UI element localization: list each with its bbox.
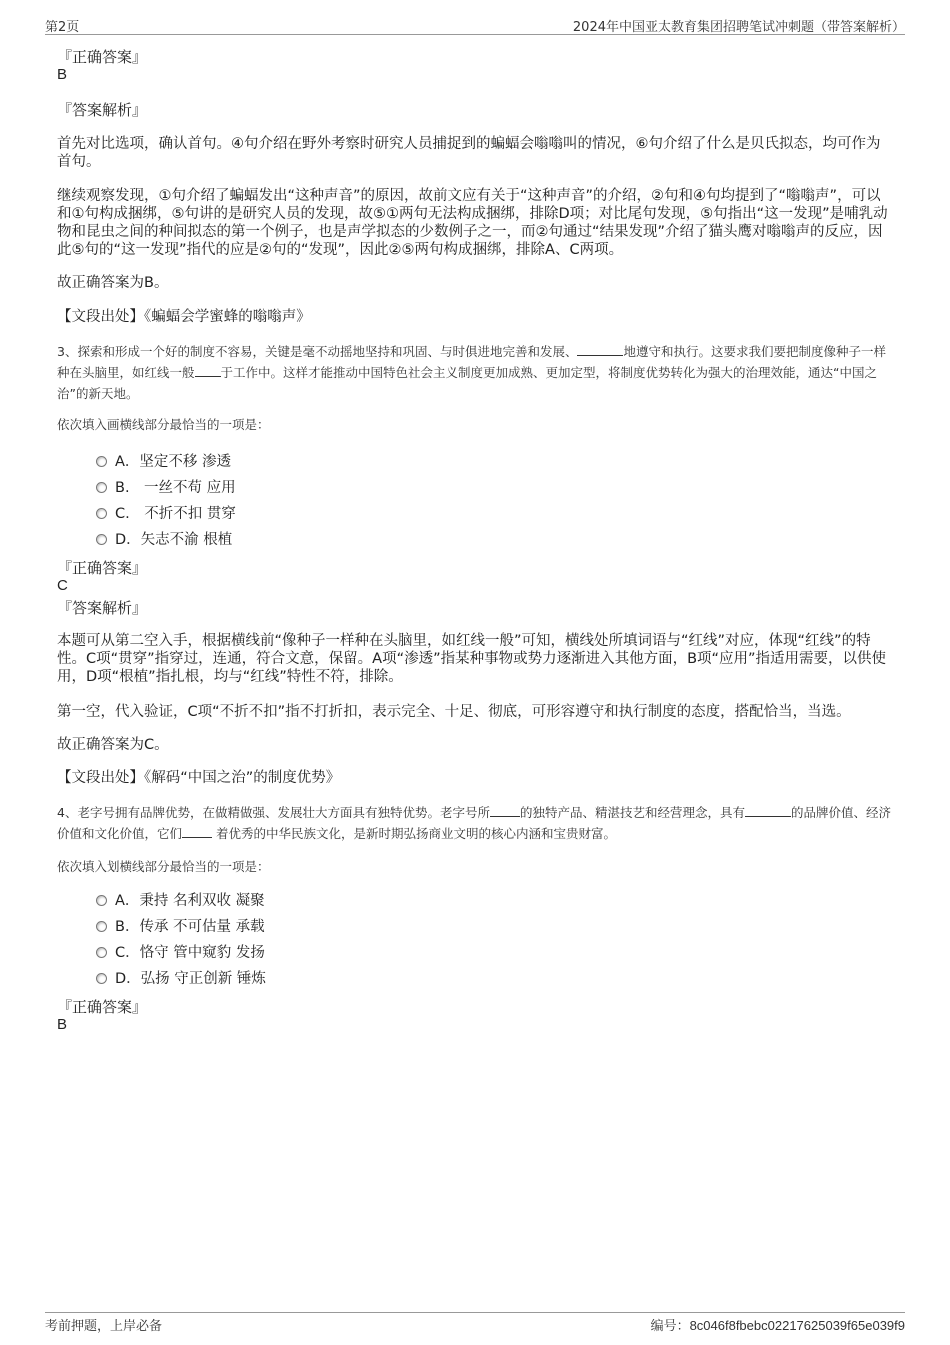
q3-source: 【文段出处】《解码“中国之治”的制度优势》 bbox=[57, 770, 341, 786]
q4-blank-1 bbox=[490, 803, 520, 817]
radio-icon[interactable] bbox=[96, 508, 107, 519]
q3-text-b: 地遵守和执行。这要求我们要把制度像种子一样种在头脑里，如红线一般 bbox=[57, 344, 886, 380]
q3-option-c-label: C. 不折不扣 贯穿 bbox=[115, 506, 236, 522]
q3-analysis-label: 『答案解析』 bbox=[57, 599, 148, 617]
q4-option-c[interactable] bbox=[96, 944, 265, 964]
q3-option-c[interactable] bbox=[96, 505, 236, 525]
q3-analysis-para-3: 故正确答案为C。 bbox=[57, 737, 169, 753]
q4-option-d-label: D．弘扬 守正创新 锤炼 bbox=[115, 971, 266, 987]
q4-blank-2 bbox=[745, 803, 791, 817]
q4-text-a: 4、老字号拥有品牌优势，在做精做强、发展壮大方面具有独特优势。老字号所 bbox=[57, 805, 490, 820]
q3-text-c: 于工作中。这样才能推动中国特色社会主义制度更加成熟、更加定型，将制度优势转化为强大的治理效能，通达“中国之治”的新天地。 bbox=[57, 365, 877, 401]
q3-option-a-label: A．坚定不移 渗透 bbox=[115, 454, 232, 470]
q3-option-a[interactable] bbox=[96, 453, 231, 473]
q3-option-b-label: B. 一丝不苟 应用 bbox=[115, 480, 236, 496]
document-title: 2024年中国亚太教育集团招聘笔试冲刺题（带答案解析） bbox=[572, 20, 905, 35]
q3-option-d-label: D．矢志不渝 根植 bbox=[115, 532, 233, 548]
q4-answer: B bbox=[57, 1016, 68, 1033]
q4-text-c: 的品牌价值、经济价值和文化价值，它们 bbox=[57, 805, 891, 841]
q3-prompt: 依次填入画横线部分最恰当的一项是： bbox=[57, 417, 270, 432]
q4-question bbox=[57, 802, 892, 844]
q2-source: 【文段出处】《蝙蝠会学蜜蜂的嗡嗡声》 bbox=[57, 309, 311, 325]
q2-answer: B bbox=[57, 66, 68, 83]
footer-slogan: 考前押题，上岸必备 bbox=[45, 1319, 163, 1334]
q2-analysis-para-1: 首先对比选项，确认首句。④句介绍在野外考察时研究人员捕捉到的蝙蝠会嗡嗡叫的情况，⑥句介绍了什么是贝氏拟态，均可作为首句。 bbox=[57, 136, 881, 170]
page-header bbox=[45, 14, 905, 35]
q3-option-b[interactable] bbox=[96, 479, 236, 499]
q3-answer: C bbox=[57, 577, 68, 594]
page-footer bbox=[45, 1312, 905, 1335]
q3-text-a: 3、探索和形成一个好的制度不容易，关键是毫不动摇地坚持和巩固、与时俱进地完善和发展、 bbox=[57, 344, 578, 359]
q4-text-d: 着优秀的中华民族文化，是新时期弘扬商业文明的核心内涵和宝贵财富。 bbox=[212, 826, 616, 841]
q4-option-a[interactable] bbox=[96, 892, 265, 912]
q3-correct-answer-label: 『正确答案』 bbox=[57, 559, 148, 577]
q4-blank-3 bbox=[182, 824, 212, 838]
q2-analysis-para-2: 继续观察发现，①句介绍了蝙蝠发出“这种声音”的原因，故前文应有关于“这种声音”的介绍，②句和④句均提到了“嗡嗡声”，可以和①句构成捆绑，⑤句讲的是研究人员的发现，故⑤①两句无法构成捆绑，排除D项；对比尾句发现，⑤句指出“这一发现”是哺乳动物和昆虫之间的种间拟态的第一个例子，也是声学拟态的少数例子之一，而②句通过“结果发现”介绍了猫头鹰对嗡嗡声的反应，因此⑤句的“这一发现”指代的应是②句的“发现”，因此②⑤两句构成捆绑，排除A、C两项。 bbox=[57, 188, 888, 258]
document-code: 编号：8c046f8fbebc02217625039f65e039f9 bbox=[650, 1318, 905, 1333]
q4-option-d[interactable] bbox=[96, 970, 266, 990]
radio-icon[interactable] bbox=[96, 973, 107, 984]
q3-blank-1 bbox=[577, 342, 623, 356]
q4-option-b[interactable] bbox=[96, 918, 265, 938]
q3-option-d[interactable] bbox=[96, 531, 232, 551]
q4-correct-answer-label: 『正确答案』 bbox=[57, 998, 148, 1016]
q2-correct-answer-label: 『正确答案』 bbox=[57, 48, 148, 66]
q3-analysis-para-2: 第一空，代入验证，C项“不折不扣”指不打折扣，表示完全、十足、彻底，可形容遵守和执行制度的态度，搭配恰当，当选。 bbox=[57, 704, 851, 720]
q4-text-b: 的独特产品、精湛技艺和经营理念，具有 bbox=[519, 805, 745, 820]
q3-question bbox=[57, 341, 892, 404]
radio-icon[interactable] bbox=[96, 482, 107, 493]
q2-analysis-label: 『答案解析』 bbox=[57, 101, 148, 119]
q2-analysis-para-3: 故正确答案为B。 bbox=[57, 275, 169, 291]
radio-icon[interactable] bbox=[96, 456, 107, 467]
radio-icon[interactable] bbox=[96, 895, 107, 906]
q4-prompt: 依次填入划横线部分最恰当的一项是： bbox=[57, 859, 270, 874]
page-number: 第2页 bbox=[45, 20, 80, 35]
radio-icon[interactable] bbox=[96, 534, 107, 545]
q4-option-a-label: A．秉持 名利双收 凝聚 bbox=[115, 893, 265, 909]
q3-analysis-para-1: 本题可从第二空入手，根据横线前“像种子一样种在头脑里，如红线一般”可知，横线处所填词语与“红线”对应，体现“红线”的特性。C项“贯穿”指穿过，连通，符合文意，保留。A项“渗透”指某种事物或势力逐渐进入其他方面，B项“应用”指适用需要，以供使用，D项“根植”指扎根，均与“红线”特性不符，排除。 bbox=[57, 633, 887, 685]
q4-option-c-label: C．恪守 管中窥豹 发扬 bbox=[115, 945, 265, 961]
radio-icon[interactable] bbox=[96, 921, 107, 932]
q4-option-b-label: B．传承 不可估量 承载 bbox=[115, 919, 265, 935]
radio-icon[interactable] bbox=[96, 947, 107, 958]
q3-blank-2 bbox=[195, 363, 221, 377]
